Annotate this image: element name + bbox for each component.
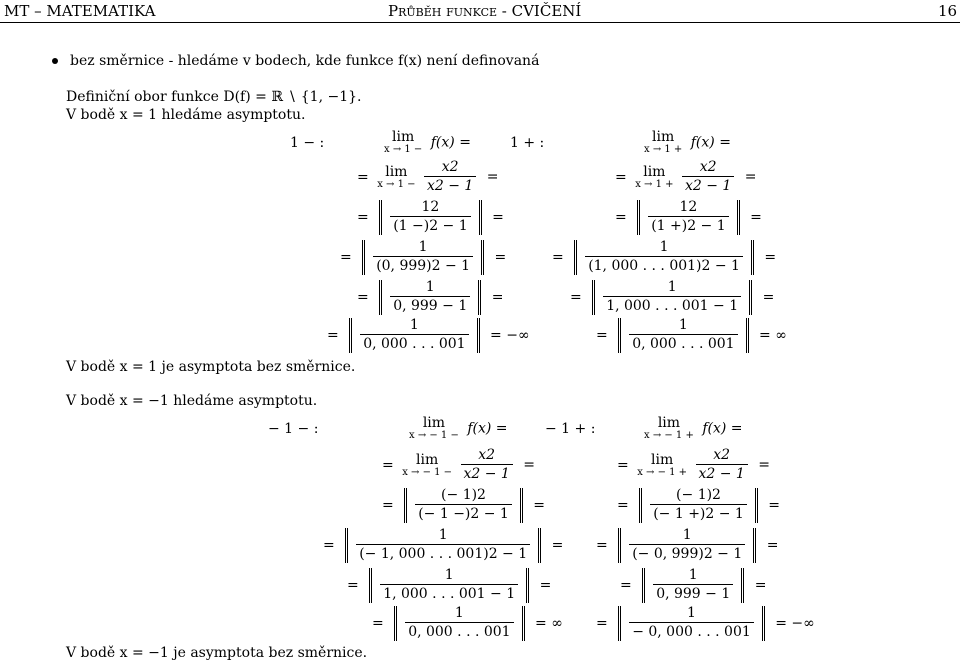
block1-left-row2: = $\frac{12}{(1 -)2 - 1}$ = [357,199,504,235]
lim-operator: lim x → 1 + [644,129,683,156]
header-rule [0,22,960,23]
limit-result: = −∞ [490,327,530,344]
block1-right-row1: = lim x → 1 + $\frac{x2}{x2 - 1}$ = [615,159,757,195]
block1-right-row4: = $\frac{1}{1, 000 . . . 001 - 1}$ = [570,279,775,315]
fraction: $\frac{x2}{x2 - 1}$ [424,160,476,195]
lim-operator: lim x → − 1 − [409,415,459,442]
limit-point-label: 1 − : [290,135,325,151]
block1-left-limit [380,130,471,155]
limit-result: = ∞ [759,327,787,344]
block2-right-row3: = $\frac{1}{(- 0, 999)2 - 1}$ = [596,527,779,563]
block1-left-row5: = $\frac{1}{0, 000 . . . 001}$ = −∞ [327,317,530,353]
limit-result: = ∞ [535,615,563,632]
limit-point-label: − 1 − : [268,421,319,437]
header-left: MT – MATEMATIKA [4,2,156,20]
block2-left-row3: = $\frac{1}{(- 1, 000 . . . 001)2 - 1}$ = [323,527,564,563]
point2-result: V bodě x = −1 je asymptota bez směrnice. [66,645,368,661]
bullet-line [52,54,539,68]
fx-label: f(x) = [430,134,471,151]
lim-operator: lim x → 1 − [384,129,423,156]
block2-left-row2: = $\frac{(- 1)2}{(- 1 -)2 - 1}$ = [382,487,546,523]
block2-left-row5: = $\frac{1}{0, 000 . . . 001}$ = ∞ [372,605,563,641]
limit-result: = −∞ [775,615,815,632]
fx-label: f(x) = [467,420,508,437]
header-title: Průběh funkce - CVIČENÍ [388,2,582,20]
block2-right-row4: = $\frac{1}{0, 999 - 1}$ = [620,567,767,603]
block2-right-row1: = lim x → − 1 + $\frac{x2}{x2 - 1}$ = [617,447,771,483]
domain-line: Definiční obor funkce D(f) = ℝ ∖ {1, −1}. [66,89,362,105]
fx-label: f(x) = [702,420,743,437]
block1-right-limit [640,130,731,155]
block2-left-head [268,422,318,436]
block2-right-limit [640,416,743,441]
block1-right-row5: = $\frac{1}{0, 000 . . . 001}$ = ∞ [596,317,787,353]
block1-left-row4: = $\frac{1}{0, 999 - 1}$ = [357,279,504,315]
block2-right-row2: = $\frac{(- 1)2}{(- 1 +)2 - 1}$ = [617,487,781,523]
point1-search: V bodě x = 1 hledáme asymptotu. [66,107,306,123]
point2-search: V bodě x = −1 hledáme asymptotu. [66,393,318,409]
bullet-text: bez směrnice - hledáme v bodech, kde funkce f(x) není definovaná [70,53,540,69]
block1-right-row3: = $\frac{1}{(1, 000 . . . 001)2 - 1}$ = [552,239,777,275]
block1-left-head [290,136,324,150]
block1-left-row1: = lim x → 1 − $\frac{x2}{x2 - 1}$ = [357,159,499,195]
page-number: 16 [938,2,958,20]
limit-point-label: − 1 + : [545,421,596,437]
block2-right-row5: = $\frac{1}{- 0, 000 . . . 001}$ = −∞ [596,605,815,641]
bullet-icon [52,58,58,64]
block2-left-row4: = $\frac{1}{1, 000 . . . 001 - 1}$ = [347,567,552,603]
block1-left-row3: = $\frac{1}{(0, 999)2 - 1}$ = [340,239,507,275]
limit-point-label: 1 + : [510,135,545,151]
block2-left-row1: = lim x → − 1 − $\frac{x2}{x2 - 1}$ = [382,447,536,483]
point1-result: V bodě x = 1 je asymptota bez směrnice. [66,359,356,375]
lim-operator: lim x → − 1 + [644,415,694,442]
block1-right-head [510,136,544,150]
fx-label: f(x) = [690,134,731,151]
block2-left-limit [405,416,508,441]
block2-right-head [545,422,595,436]
block1-right-row2: = $\frac{12}{(1 +)2 - 1}$ = [615,199,762,235]
